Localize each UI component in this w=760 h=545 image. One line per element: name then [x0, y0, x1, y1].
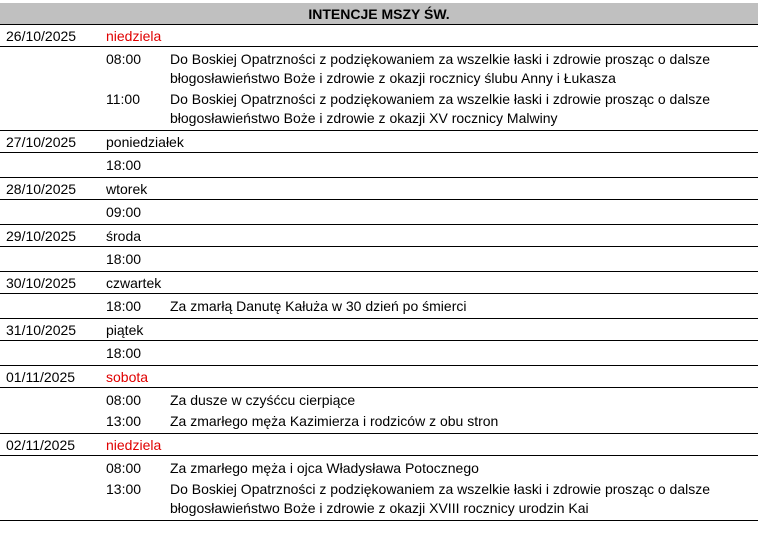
mass-group — [0, 388, 758, 434]
mass-group — [0, 153, 758, 178]
mass-entry — [0, 390, 758, 411]
mass-intention: Do Boskiej Opatrzności z podziękowaniem za wszelkie łaski i zdrowie prosząc o dalsze błogosławieństwo Boże i zdrowie z okazji XV rocznicy Malwiny — [170, 91, 711, 126]
date: 01/11/2025 — [6, 369, 76, 385]
mass-group — [0, 47, 758, 131]
day-row — [0, 225, 758, 247]
days-list — [0, 25, 758, 521]
day-row — [0, 434, 758, 456]
mass-intention: Za zmarłą Danutę Kałuża w 30 dzień po śmierci — [170, 298, 467, 314]
mass-entry — [0, 49, 758, 89]
mass-group — [0, 456, 758, 521]
mass-intention: Do Boskiej Opatrzności z podziękowaniem za wszelkie łaski i zdrowie prosząc o dalsze błogosławieństwo Boże i zdrowie z okazji XVIII rocznicy urodzin Kai — [170, 481, 711, 516]
day-name: środa — [106, 228, 142, 244]
mass-time: 18:00 — [106, 251, 142, 267]
mass-entry — [0, 296, 758, 317]
mass-time: 18:00 — [106, 298, 142, 314]
mass-intentions-table — [0, 3, 758, 521]
mass-group — [0, 294, 758, 319]
mass-time: 13:00 — [106, 413, 142, 429]
mass-time: 13:00 — [106, 481, 142, 497]
mass-time: 08:00 — [106, 51, 142, 67]
date: 31/10/2025 — [6, 322, 77, 338]
day-row — [0, 272, 758, 294]
day-name: czwartek — [106, 275, 162, 291]
date: 29/10/2025 — [6, 228, 77, 244]
date: 27/10/2025 — [6, 134, 77, 150]
mass-entry — [0, 249, 758, 270]
mass-group — [0, 247, 758, 272]
mass-entry — [0, 458, 758, 479]
mass-time: 18:00 — [106, 345, 142, 361]
mass-intention: Za dusze w czyśćcu cierpiące — [170, 392, 356, 408]
mass-time: 18:00 — [106, 157, 142, 173]
mass-time: 11:00 — [106, 91, 140, 107]
mass-group — [0, 341, 758, 366]
mass-intention: Do Boskiej Opatrzności z podziękowaniem za wszelkie łaski i zdrowie prosząc o dalsze błogosławieństwo Boże i zdrowie z okazji rocznicy ślubu Anny i Łukasza — [170, 51, 711, 86]
date: 02/11/2025 — [6, 437, 76, 453]
day-row — [0, 319, 758, 341]
mass-group — [0, 200, 758, 225]
mass-entry — [0, 343, 758, 364]
date: 26/10/2025 — [6, 28, 77, 44]
day-row — [0, 25, 758, 47]
mass-intention — [170, 250, 760, 269]
mass-intention — [170, 156, 760, 175]
day-name: wtorek — [106, 181, 148, 197]
date: 30/10/2025 — [6, 275, 77, 291]
mass-entry — [0, 89, 758, 129]
mass-entry — [0, 202, 758, 223]
mass-time: 08:00 — [106, 460, 142, 476]
mass-intention — [170, 203, 760, 222]
day-row — [0, 366, 758, 388]
day-name: piątek — [106, 322, 144, 338]
mass-entry — [0, 479, 758, 519]
mass-intention: Za zmarłego męża Kazimierza i rodziców z obu stron — [170, 413, 499, 429]
day-name: niedziela — [106, 28, 162, 44]
date: 28/10/2025 — [6, 181, 77, 197]
day-name: niedziela — [106, 437, 162, 453]
mass-time: 09:00 — [106, 204, 142, 220]
mass-intention — [170, 344, 760, 363]
mass-entry — [0, 155, 758, 176]
day-name: sobota — [106, 369, 149, 385]
day-row — [0, 131, 758, 153]
mass-intention: Za zmarłego męża i ojca Władysława Potocznego — [170, 460, 479, 476]
mass-entry — [0, 411, 758, 432]
mass-time: 08:00 — [106, 392, 142, 408]
page-title: INTENCJE MSZY ŚW. — [0, 3, 758, 25]
day-row — [0, 178, 758, 200]
day-name: poniedziałek — [106, 134, 184, 150]
